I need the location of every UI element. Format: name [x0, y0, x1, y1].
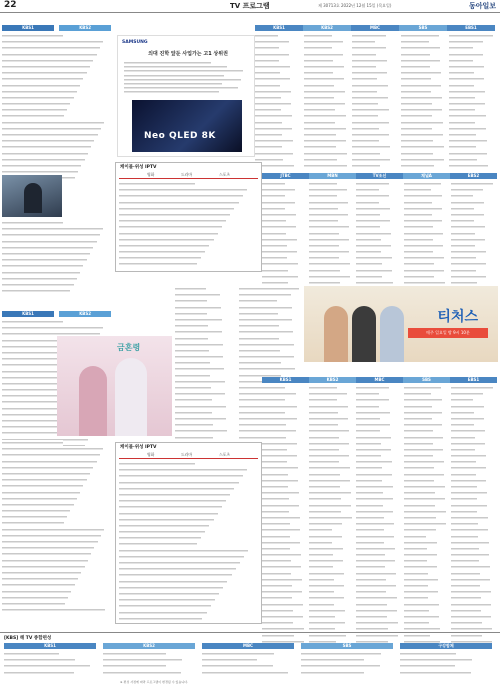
- listing-line: [202, 670, 288, 676]
- channel-listing: [451, 385, 496, 645]
- channel-listing: [449, 33, 496, 169]
- channel-header: JTBC: [262, 173, 309, 179]
- schedule-column-left-lowest: [2, 440, 112, 613]
- legend-channel-header: KBS2: [103, 643, 195, 649]
- listing-line: [175, 435, 213, 441]
- channel-header: KBS1: [2, 25, 54, 31]
- page-header: [0, 0, 500, 13]
- show-title: 티처스: [437, 309, 478, 325]
- legend-channel-header: MBC: [202, 643, 294, 649]
- channel-listing: [451, 181, 496, 299]
- channel-listing: [352, 33, 399, 169]
- cable-pick-box-2: [115, 442, 262, 624]
- channel-header: SBS: [399, 25, 447, 31]
- schedule-grid-top: [255, 14, 498, 33]
- page-number: 22: [4, 0, 17, 10]
- channel-header: KBS1: [2, 311, 54, 317]
- legend-channel-header: SBS: [301, 643, 393, 649]
- tab-movie[interactable]: 영화: [147, 172, 155, 177]
- channel-listing: [262, 385, 307, 645]
- ad-product: Neo QLED 8K: [144, 131, 216, 141]
- channel-header: KBS2: [309, 377, 356, 383]
- tab-sports[interactable]: 스포츠: [219, 452, 231, 457]
- anchor-photo: [2, 175, 62, 217]
- schedule-column-left-mid: [2, 220, 112, 294]
- channel-header: TV조선: [356, 173, 403, 179]
- schedule-grid-bottom: [262, 366, 498, 385]
- channel-listing: [401, 33, 448, 169]
- ad-headline: 의대 진학 앞둔 사업가는 고1 상위권: [148, 51, 228, 57]
- channel-header: MBN: [309, 173, 356, 179]
- legend-cell: [400, 651, 492, 697]
- tab-drama[interactable]: 드라마: [181, 172, 193, 177]
- legend-channel-header: 구강합체: [400, 643, 492, 649]
- channel-listing: [404, 385, 449, 645]
- legend-title: [KBS] 해 TV 종합편성: [4, 636, 52, 641]
- channel-header: MBC: [351, 25, 399, 31]
- listing-line: [301, 670, 364, 676]
- channel-listing: [309, 385, 354, 645]
- channel-listing: [356, 385, 401, 645]
- legend-cell: [202, 651, 294, 697]
- channel-listing: [255, 33, 302, 169]
- channel-header: KBS1: [262, 377, 309, 383]
- channel-header: KBS2: [59, 25, 111, 31]
- newspaper-logo: 동아일보: [468, 2, 496, 10]
- legend-channel-header: KBS1: [4, 643, 96, 649]
- listing-line: [103, 670, 181, 676]
- listing-line: [400, 670, 471, 676]
- ad-copy: [124, 60, 248, 98]
- channel-header: MBC: [356, 377, 403, 383]
- poster-title: 금혼령: [117, 343, 141, 352]
- listing-line: [119, 616, 202, 622]
- show-schedule: 매주 일요일 밤 9시 10분: [408, 328, 488, 338]
- channel-header: KBS2: [303, 25, 351, 31]
- channel-listing: [356, 181, 401, 299]
- channel-listing: [309, 181, 354, 299]
- tab-sports[interactable]: 스포츠: [219, 172, 231, 177]
- channel-listing: [262, 181, 307, 299]
- advertisement: [117, 35, 255, 157]
- show-banner: [304, 286, 498, 362]
- ad-copy-line: [124, 89, 219, 93]
- pick-title: 케이블·위성 IPTV: [120, 165, 157, 170]
- legend-cell: [4, 651, 96, 697]
- channel-header: KBS2: [59, 311, 111, 317]
- channel-header: EBS2: [450, 173, 497, 179]
- channel-header: 채널A: [403, 173, 450, 179]
- cable-pick-box-1: [115, 162, 262, 272]
- channel-header: SBS: [403, 377, 450, 383]
- listing-line: [2, 607, 105, 613]
- ad-brand: SAMSUNG: [122, 40, 148, 45]
- listing-line: [4, 670, 74, 676]
- channel-header: EBS1: [450, 377, 497, 383]
- tv-image: [132, 100, 242, 152]
- channel-listing: [304, 33, 351, 169]
- channel-listing: [175, 286, 237, 441]
- legend-cell: [301, 651, 393, 697]
- legend-cell: [103, 651, 195, 697]
- tab-drama[interactable]: 드라마: [181, 452, 193, 457]
- issue-info: 제 30713호 2022년 12월 15일 (목요일): [318, 3, 392, 8]
- drama-poster: [57, 336, 172, 436]
- tab-movie[interactable]: 영화: [147, 452, 155, 457]
- schedule-grid-mid: [262, 162, 498, 181]
- channel-listing: [404, 181, 449, 299]
- channel-header: EBS1: [447, 25, 495, 31]
- channel-header: KBS1: [255, 25, 303, 31]
- footnote: ※ 편성 사정에 따라 프로그램이 변경될 수 있습니다.: [120, 680, 189, 684]
- section-title: TV 프로그램: [230, 2, 270, 10]
- schedule-column-left-top: [2, 14, 112, 182]
- pick-title: 케이블·위성 IPTV: [120, 445, 157, 450]
- listing-line: [2, 288, 70, 294]
- listing-line: [119, 261, 197, 267]
